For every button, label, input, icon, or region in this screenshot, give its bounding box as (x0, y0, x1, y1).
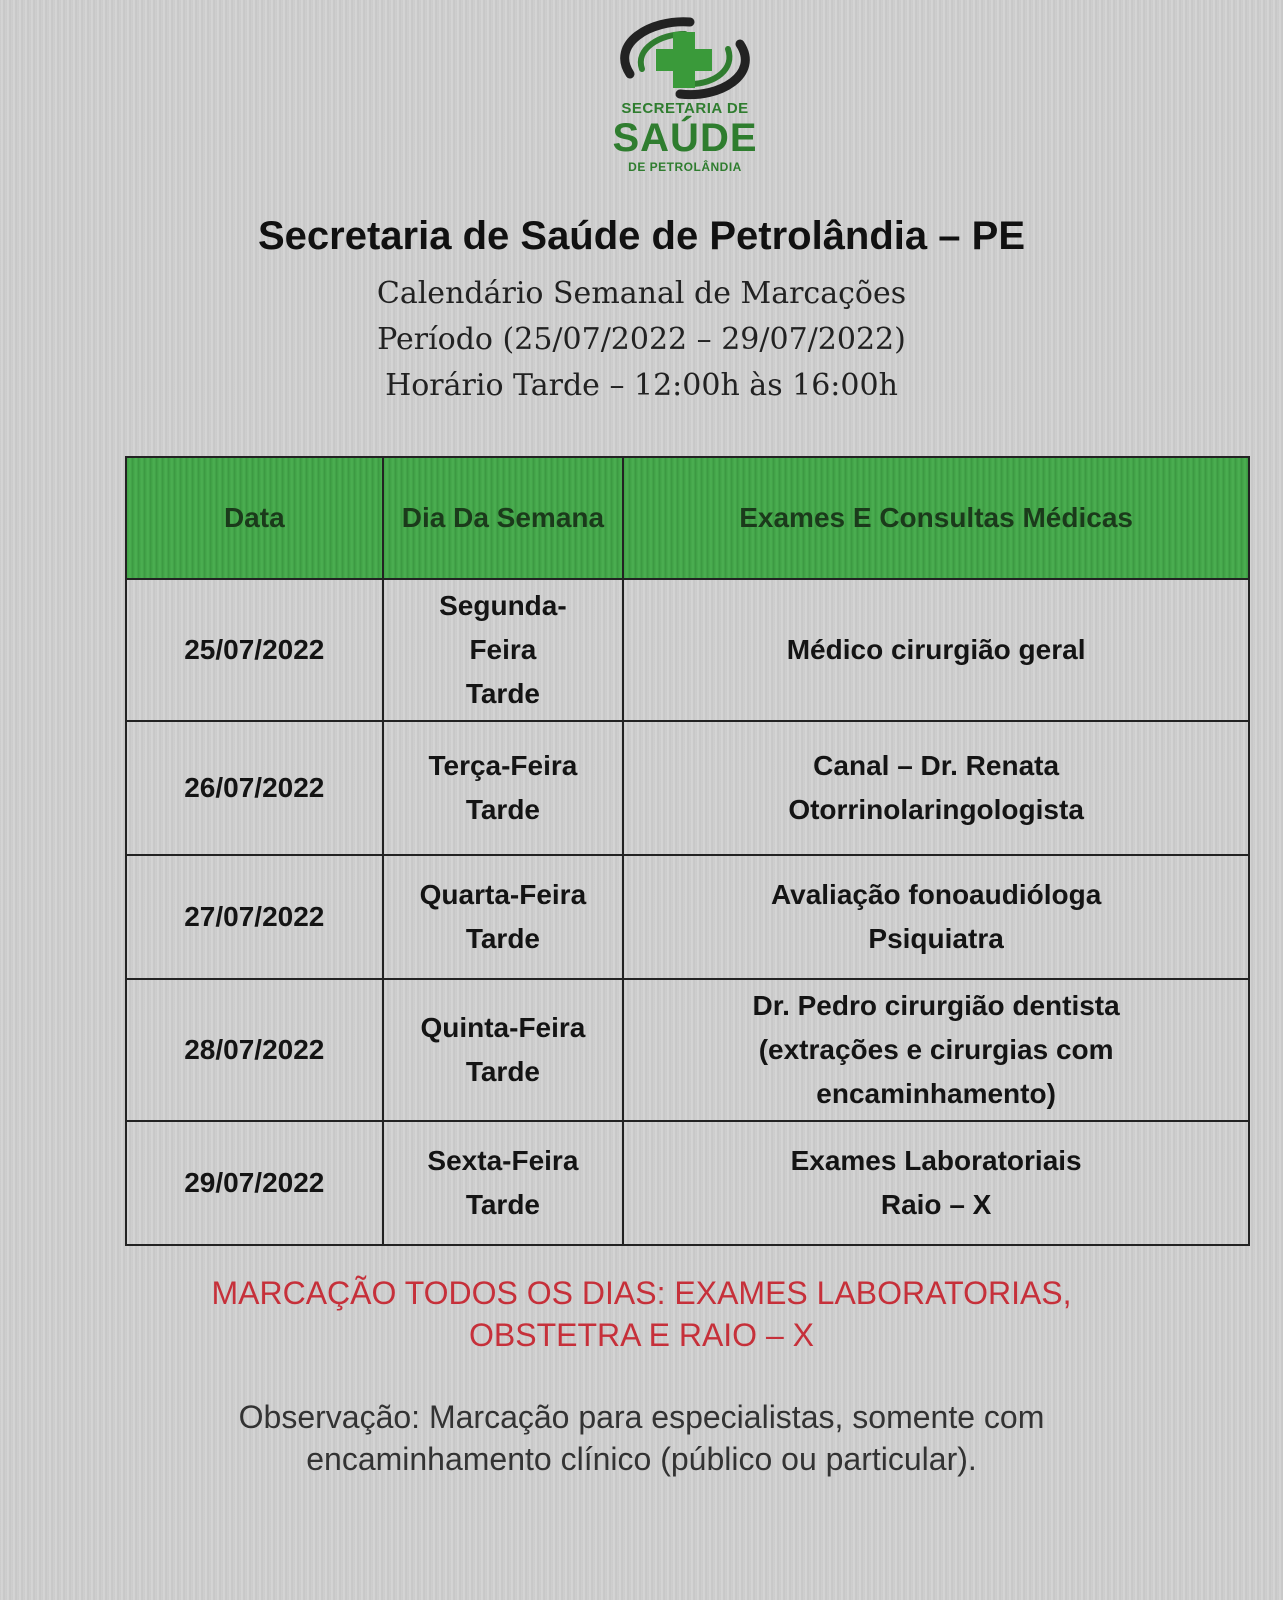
table-row (126, 855, 1249, 979)
header-date: Data (126, 457, 383, 579)
row-weekday (383, 979, 624, 1121)
weekday-line: Tarde (465, 794, 540, 825)
weekday-line: Terça-Feira (428, 750, 578, 781)
row-date: 29/07/2022 (126, 1121, 383, 1245)
schedule-table (125, 456, 1250, 1246)
observation-line-2: encaminhamento clínico (público ou particular). (306, 1441, 977, 1477)
page-title: Secretaria de Saúde de Petrolândia – PE (258, 214, 1025, 258)
logo-line-2: SAÚDE (612, 116, 758, 160)
weekday-line: Quinta-Feira (420, 1012, 586, 1043)
row-exams (623, 721, 1249, 855)
exam-line: Médico cirurgião geral (786, 634, 1086, 665)
weekday-line: Sexta-Feira (427, 1145, 579, 1176)
header-weekday: Dia Da Semana (383, 457, 624, 579)
table-row (126, 721, 1249, 855)
notice-line-1: MARCAÇÃO TODOS OS DIAS: EXAMES LABORATORIAS, (211, 1275, 1072, 1311)
period-text: Período (25/07/2022 – 29/07/2022) (377, 322, 906, 357)
medical-cross-icon (590, 14, 780, 104)
row-exams (623, 579, 1249, 721)
weekday-line: Tarde (465, 923, 540, 954)
exam-line: Dr. Pedro cirurgião dentista (752, 990, 1120, 1021)
exam-line: Psiquiatra (868, 923, 1004, 954)
notice-line-2: OBSTETRA E RAIO – X (469, 1317, 814, 1353)
logo-line-3: DE PETROLÂNDIA (628, 160, 742, 174)
row-date: 27/07/2022 (126, 855, 383, 979)
exam-line: Otorrinolaringologista (788, 794, 1084, 825)
exam-line: encaminhamento) (816, 1078, 1056, 1109)
exam-line: (extrações e cirurgias com (758, 1034, 1114, 1065)
row-date: 28/07/2022 (126, 979, 383, 1121)
row-weekday (383, 855, 624, 979)
header-exams: Exames E Consultas Médicas (623, 457, 1249, 579)
row-date: 25/07/2022 (126, 579, 383, 721)
exam-line: Canal – Dr. Renata (813, 750, 1060, 781)
table-row (126, 579, 1249, 721)
row-weekday (383, 1121, 624, 1245)
table-row (126, 979, 1249, 1121)
hours-text: Horário Tarde – 12:00h às 16:00h (385, 368, 898, 403)
row-date: 26/07/2022 (126, 721, 383, 855)
weekday-line: Feira (469, 634, 537, 665)
weekday-line: Segunda- (439, 590, 567, 621)
daily-booking-notice (0, 1272, 1283, 1356)
table-header-row (126, 457, 1249, 579)
exam-line: Exames Laboratoriais (790, 1145, 1082, 1176)
row-exams (623, 1121, 1249, 1245)
row-weekday (383, 579, 624, 721)
table-row (126, 1121, 1249, 1245)
logo-line-1: SECRETARIA DE (621, 100, 749, 117)
weekday-line: Quarta-Feira (419, 879, 587, 910)
weekday-line: Tarde (465, 678, 540, 709)
row-weekday (383, 721, 624, 855)
exam-line: Raio – X (880, 1189, 992, 1220)
page-subtitle: Calendário Semanal de Marcações (376, 276, 907, 311)
logo (590, 14, 780, 174)
weekday-line: Tarde (465, 1189, 540, 1220)
exam-line: Avaliação fonoaudióloga (770, 879, 1102, 910)
row-exams (623, 855, 1249, 979)
observation-note (0, 1396, 1283, 1480)
row-exams (623, 979, 1249, 1121)
observation-line-1: Observação: Marcação para especialistas, somente com (238, 1399, 1045, 1435)
weekday-line: Tarde (465, 1056, 540, 1087)
